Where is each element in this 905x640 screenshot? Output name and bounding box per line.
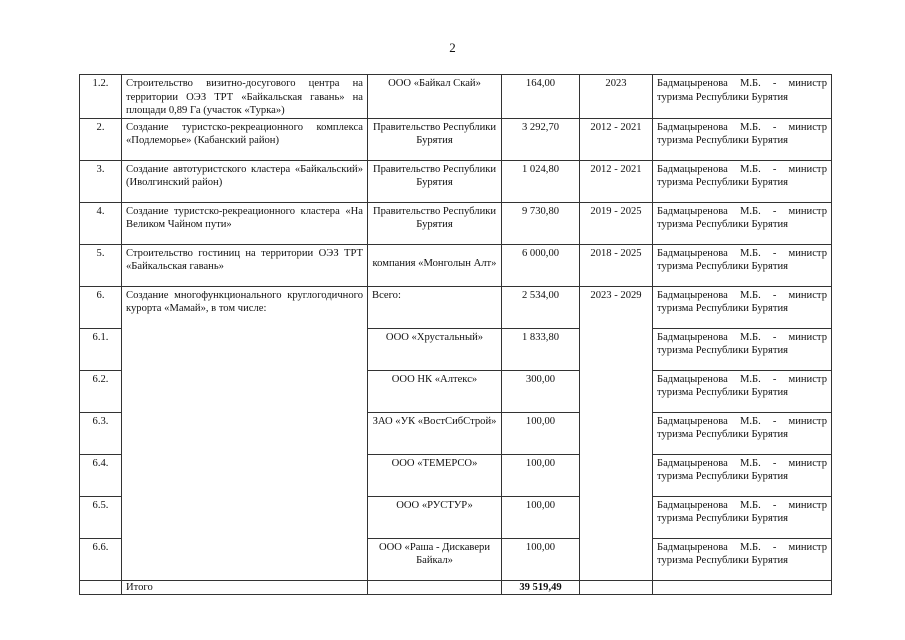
- investment-amount: 100,00: [502, 496, 580, 538]
- responsible-person: Бадмацыренова М.Б. - министр туризма Республики Бурятия: [653, 202, 832, 244]
- project-description: Создание многофункционального круглогодичного курорта «Мамай», в том числе:: [122, 286, 368, 580]
- investor-name: ООО «ТЕМЕРСО»: [368, 454, 502, 496]
- row-number: 2.: [80, 118, 122, 160]
- empty-cell: [80, 580, 122, 595]
- investor-name: Всего:: [368, 286, 502, 328]
- row-number: 5.: [80, 244, 122, 286]
- investment-amount: 164,00: [502, 75, 580, 119]
- row-number: 6.3.: [80, 412, 122, 454]
- responsible-person: Бадмацыренова М.Б. - министр туризма Республики Бурятия: [653, 370, 832, 412]
- row-number: 6.1.: [80, 328, 122, 370]
- row-number: 4.: [80, 202, 122, 244]
- empty-cell: [368, 580, 502, 595]
- responsible-person: Бадмацыренова М.Б. - министр туризма Республики Бурятия: [653, 496, 832, 538]
- total-label: Итого: [122, 580, 368, 595]
- responsible-person: Бадмацыренова М.Б. - министр туризма Республики Бурятия: [653, 118, 832, 160]
- responsible-person: Бадмацыренова М.Б. - министр туризма Республики Бурятия: [653, 538, 832, 580]
- row-number: 6.6.: [80, 538, 122, 580]
- responsible-person: Бадмацыренова М.Б. - министр туризма Республики Бурятия: [653, 160, 832, 202]
- table-row: [80, 202, 832, 244]
- investor-name: ООО «Хрустальный»: [368, 328, 502, 370]
- row-number: 6.5.: [80, 496, 122, 538]
- implementation-period: 2023 - 2029: [580, 286, 653, 580]
- total-amount: 39 519,49: [502, 580, 580, 595]
- page-number: 2: [449, 40, 456, 55]
- row-number: 3.: [80, 160, 122, 202]
- row-number: 6.: [80, 286, 122, 328]
- investor-name: ООО «РУСТУР»: [368, 496, 502, 538]
- investment-projects-table: [79, 74, 832, 595]
- row-number: 6.2.: [80, 370, 122, 412]
- implementation-period: 2019 - 2025: [580, 202, 653, 244]
- total-row: [80, 580, 832, 595]
- investor-name: ООО НК «Алтекс»: [368, 370, 502, 412]
- investor-name: Правительство Республики Бурятия: [368, 160, 502, 202]
- investment-amount: 3 292,70: [502, 118, 580, 160]
- investment-amount: 9 730,80: [502, 202, 580, 244]
- implementation-period: 2012 - 2021: [580, 160, 653, 202]
- project-description: Строительство визитно-досугового центра на территории ОЭЗ ТРТ «Байкальская гавань» на площади 0,89 Га (участок «Турка»): [122, 75, 368, 119]
- implementation-period: 2023: [580, 75, 653, 119]
- empty-cell: [580, 580, 653, 595]
- project-description: Создание автотуристского кластера «Байкальский» (Иволгинский район): [122, 160, 368, 202]
- investment-amount: 1 833,80: [502, 328, 580, 370]
- investment-amount: 1 024,80: [502, 160, 580, 202]
- project-description: Создание туристско-рекреационного кластера «На Великом Чайном пути»: [122, 202, 368, 244]
- table-row: [80, 160, 832, 202]
- responsible-person: Бадмацыренова М.Б. - министр туризма Республики Бурятия: [653, 75, 832, 119]
- project-description: Строительство гостиниц на территории ОЭЗ ТРТ «Байкальская гавань»: [122, 244, 368, 286]
- investment-amount: 6 000,00: [502, 244, 580, 286]
- responsible-person: Бадмацыренова М.Б. - министр туризма Республики Бурятия: [653, 244, 832, 286]
- investor-name: ООО «Байкал Скай»: [368, 75, 502, 119]
- responsible-person: Бадмацыренова М.Б. - министр туризма Республики Бурятия: [653, 412, 832, 454]
- responsible-person: Бадмацыренова М.Б. - министр туризма Республики Бурятия: [653, 328, 832, 370]
- responsible-person: Бадмацыренова М.Б. - министр туризма Республики Бурятия: [653, 454, 832, 496]
- investment-amount: 100,00: [502, 412, 580, 454]
- table-row: [80, 118, 832, 160]
- table-row: [80, 286, 832, 328]
- empty-cell: [653, 580, 832, 595]
- investor-name: ООО «Раша - Дискавери Байкал»: [368, 538, 502, 580]
- investment-amount: 100,00: [502, 538, 580, 580]
- investor-name: Правительство Республики Бурятия: [368, 118, 502, 160]
- responsible-person: Бадмацыренова М.Б. - министр туризма Республики Бурятия: [653, 286, 832, 328]
- implementation-period: 2012 - 2021: [580, 118, 653, 160]
- row-number: 6.4.: [80, 454, 122, 496]
- investor-name: ЗАО «УК «ВостСибСтрой»: [368, 412, 502, 454]
- investment-amount: 300,00: [502, 370, 580, 412]
- investor-name: Правительство Республики Бурятия: [368, 202, 502, 244]
- table-row: [80, 244, 832, 286]
- investor-name: компания «Монголын Алт»: [368, 244, 502, 286]
- implementation-period: 2018 - 2025: [580, 244, 653, 286]
- row-number: 1.2.: [80, 75, 122, 119]
- investment-amount: 2 534,00: [502, 286, 580, 328]
- investment-amount: 100,00: [502, 454, 580, 496]
- table-row: [80, 75, 832, 119]
- project-description: Создание туристско-рекреационного комплекса «Подлеморье» (Кабанский район): [122, 118, 368, 160]
